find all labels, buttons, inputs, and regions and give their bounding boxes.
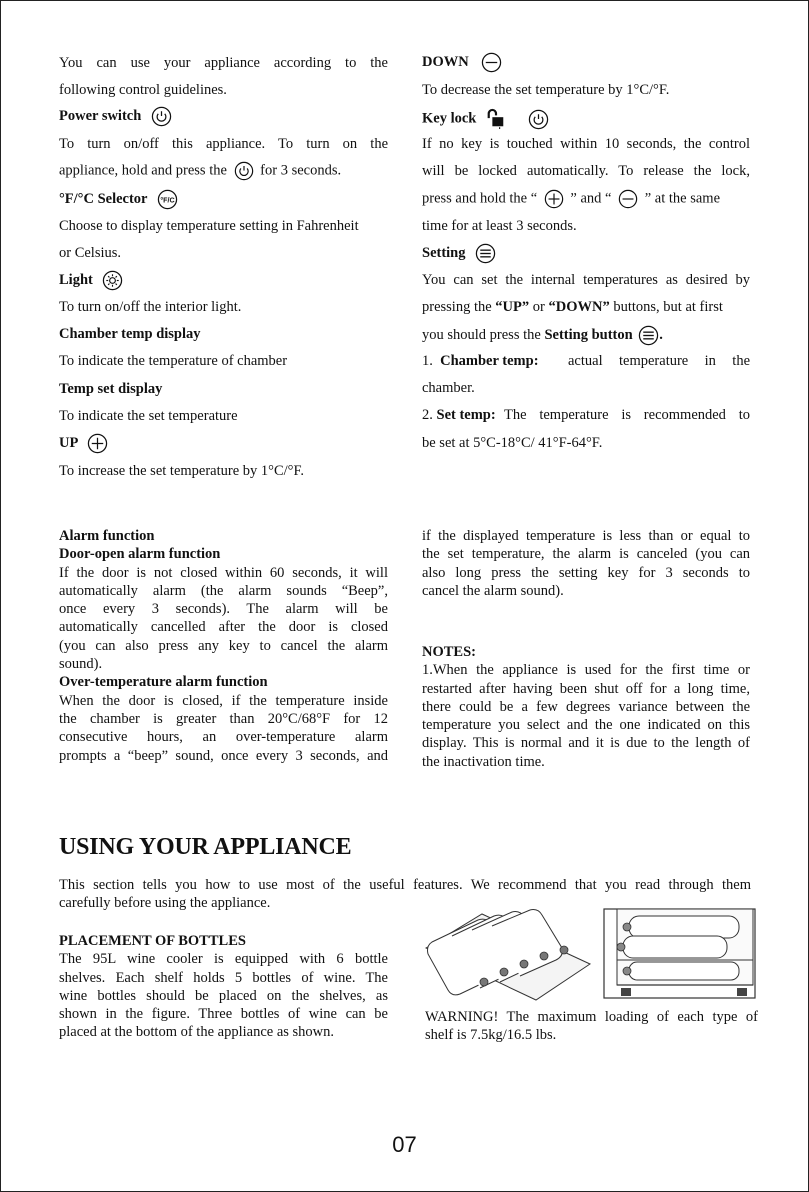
over-temp-line: consecutive hours, an over-temperature alarm <box>59 729 388 746</box>
light-title: Light <box>59 271 93 288</box>
alarm-cont-line: if the displayed temperature is less than or equal to <box>422 528 750 544</box>
item-2-number: 2. <box>422 407 433 423</box>
over-temp-alarm-title: Over-temperature alarm function <box>59 674 268 691</box>
item-2-continuation: be set at 5°C-18°C/ 41°F-64°F. <box>422 435 603 451</box>
section-heading: USING YOUR APPLIANCE <box>59 834 352 860</box>
door-alarm-line: once every 3 seconds). The alarm will be <box>59 601 388 618</box>
item-2-text: The temperature is recommended to <box>504 407 750 423</box>
alarm-cont-line: cancel the alarm sound). <box>422 582 564 599</box>
alarm-continuation <box>422 527 750 600</box>
item-1-number: 1. <box>422 353 433 369</box>
setting-button-label: Setting button <box>544 326 633 343</box>
placement-line: shown in the figure. Three bottles of wine can be <box>59 1006 388 1023</box>
item-1-line <box>422 352 750 370</box>
key-lock-line-3b: ” and “ <box>570 190 612 207</box>
alarm-title: Alarm function <box>59 528 155 544</box>
placement-line: placed at the bottom of the appliance as shown. <box>59 1024 335 1041</box>
notes-line: temperature you select and the one indicated on this <box>422 717 750 734</box>
door-alarm-line: automatically cancelled after the door is closed <box>59 619 388 636</box>
key-lock-line-3 <box>422 189 720 209</box>
key-lock-line-4: time for at least 3 seconds. <box>422 218 577 234</box>
over-temp-line: prompts a “beep” sound, once every 3 seconds, and <box>59 747 388 764</box>
key-lock-line-3a: press and hold the “ <box>422 190 538 207</box>
placement-line: wine bottles should be placed on the shelves, as <box>59 987 388 1004</box>
over-temp-line: the chamber is greater than 20°C/68°F for 12 <box>59 710 388 727</box>
bottom-bottles-figure <box>603 908 757 1000</box>
up-line-1: To increase the set temperature by 1°C/°F. <box>59 463 304 479</box>
notes-line: 1.When the appliance is used for the first time or <box>422 662 750 679</box>
setting-line-1: You can set the internal temperatures as desired by <box>422 272 750 288</box>
door-alarm-title: Door-open alarm function <box>59 546 221 563</box>
key-lock-line-1: If no key is touched within 10 seconds, the control <box>422 136 750 152</box>
item-1-text: actual temperature in the <box>568 353 750 369</box>
item-1-continuation: chamber. <box>422 380 475 396</box>
setting-heading <box>422 243 496 264</box>
power-switch-line-2 <box>59 161 341 181</box>
fc-icon-text: °F/C <box>160 196 175 205</box>
temp-set-line-1: To indicate the set temperature <box>59 408 238 424</box>
plus-icon <box>87 433 108 454</box>
power-switch-line-2b: for 3 seconds. <box>260 162 342 179</box>
alarm-cont-line: also long press the setting key for 3 seconds to <box>422 564 750 581</box>
selector-heading <box>59 189 178 210</box>
notes-line: there could be a few degrees variance between the <box>422 698 750 715</box>
power-switch-title: Power switch <box>59 107 142 124</box>
placement-section <box>59 932 388 1042</box>
up-heading <box>59 433 108 454</box>
door-alarm-line: automatically alarm (the alarm sounds “Beep”, <box>59 582 388 599</box>
door-alarm-line: If the door is not closed within 60 seconds, it will <box>59 564 388 581</box>
notes-line: restarted after having been shut off for a long time, <box>422 680 750 697</box>
notes-section <box>422 643 750 771</box>
placement-line: The 95L wine cooler is equipped with 6 bottle <box>59 951 388 968</box>
setting-line-2a: pressing the <box>422 299 496 315</box>
down-heading <box>422 52 502 73</box>
notes-line: the inactivation time. <box>422 753 545 770</box>
alarm-cont-line: the set temperature, the alarm is canceled (you can <box>422 546 750 563</box>
warning-line: shelf is 7.5kg/16.5 lbs. <box>425 1027 557 1044</box>
minus-icon <box>618 189 638 209</box>
power-icon <box>234 161 254 181</box>
door-alarm-line: sound). <box>59 656 103 673</box>
notes-title: NOTES: <box>422 644 476 660</box>
setting-line-2c: or <box>529 299 549 315</box>
power-switch-heading <box>59 106 172 127</box>
selector-line-2: or Celsius. <box>59 245 122 261</box>
fahrenheit-celsius-icon <box>157 189 178 210</box>
item-2-label: Set temp: <box>436 407 496 423</box>
power-switch-line-2a: appliance, hold and press the <box>59 162 227 179</box>
down-title: DOWN <box>422 53 469 70</box>
chamber-display-title: Chamber temp display <box>59 326 201 342</box>
key-lock-line-3c: ” at the same <box>644 190 721 207</box>
warning-line: WARNING! The maximum loading of each type of <box>425 1009 758 1025</box>
light-icon <box>102 270 123 291</box>
padlock-icon <box>486 108 506 130</box>
item-1-label: Chamber temp: <box>440 353 539 369</box>
minus-icon <box>481 52 502 73</box>
using-intro-line: carefully before using the appliance. <box>59 895 271 912</box>
light-line-1: To turn on/off the interior light. <box>59 299 242 315</box>
setting-line-3a: you should press the <box>422 326 545 343</box>
placement-line: shelves. Each shelf holds 5 bottles of wine. The <box>59 969 388 986</box>
using-intro-line: This section tells you how to use most of the useful features. We recommend that you read through them <box>59 877 751 893</box>
setting-line-3c: . <box>659 326 663 343</box>
setting-up-label: “UP” <box>495 299 530 315</box>
notes-line: display. This is normal and it is due to the length of <box>422 735 750 752</box>
setting-line-2 <box>422 298 723 316</box>
key-lock-line-2: will be locked automatically. To release the lock, <box>422 163 750 179</box>
setting-title: Setting <box>422 244 466 261</box>
power-icon <box>151 106 172 127</box>
setting-line-2e: buttons, but at first <box>609 299 723 315</box>
shelf-bottles-figure <box>424 908 592 1002</box>
setting-menu-icon <box>638 325 659 346</box>
setting-menu-icon <box>475 243 496 264</box>
down-line-1: To decrease the set temperature by 1°C/°F. <box>422 82 670 98</box>
power-switch-line-1: To turn on/off this appliance. To turn on the <box>59 136 388 152</box>
plus-icon <box>544 189 564 209</box>
temp-set-title: Temp set display <box>59 381 163 397</box>
setting-down-label: “DOWN” <box>548 299 610 315</box>
over-temp-line: When the door is closed, if the temperature inside <box>59 692 388 709</box>
key-lock-heading <box>422 108 549 130</box>
page-number: 07 <box>392 1132 417 1157</box>
alarm-section <box>59 527 388 765</box>
warning-box <box>425 1008 758 1045</box>
placement-title: PLACEMENT OF BOTTLES <box>59 933 246 949</box>
selector-line-1: Choose to display temperature setting in Fahrenheit <box>59 218 359 234</box>
setting-line-3 <box>422 325 663 346</box>
item-2-line <box>422 406 750 424</box>
power-icon <box>528 109 549 130</box>
key-lock-title: Key lock <box>422 110 477 127</box>
door-alarm-line: (you can also press any key to cancel the alarm <box>59 637 388 654</box>
up-title: UP <box>59 434 78 451</box>
chamber-display-line-1: To indicate the temperature of chamber <box>59 353 288 369</box>
intro-line-1: You can use your appliance according to the <box>59 55 388 71</box>
intro-line-2: following control guidelines. <box>59 82 227 98</box>
selector-title: °F/°C Selector <box>59 190 148 207</box>
light-heading <box>59 270 123 291</box>
